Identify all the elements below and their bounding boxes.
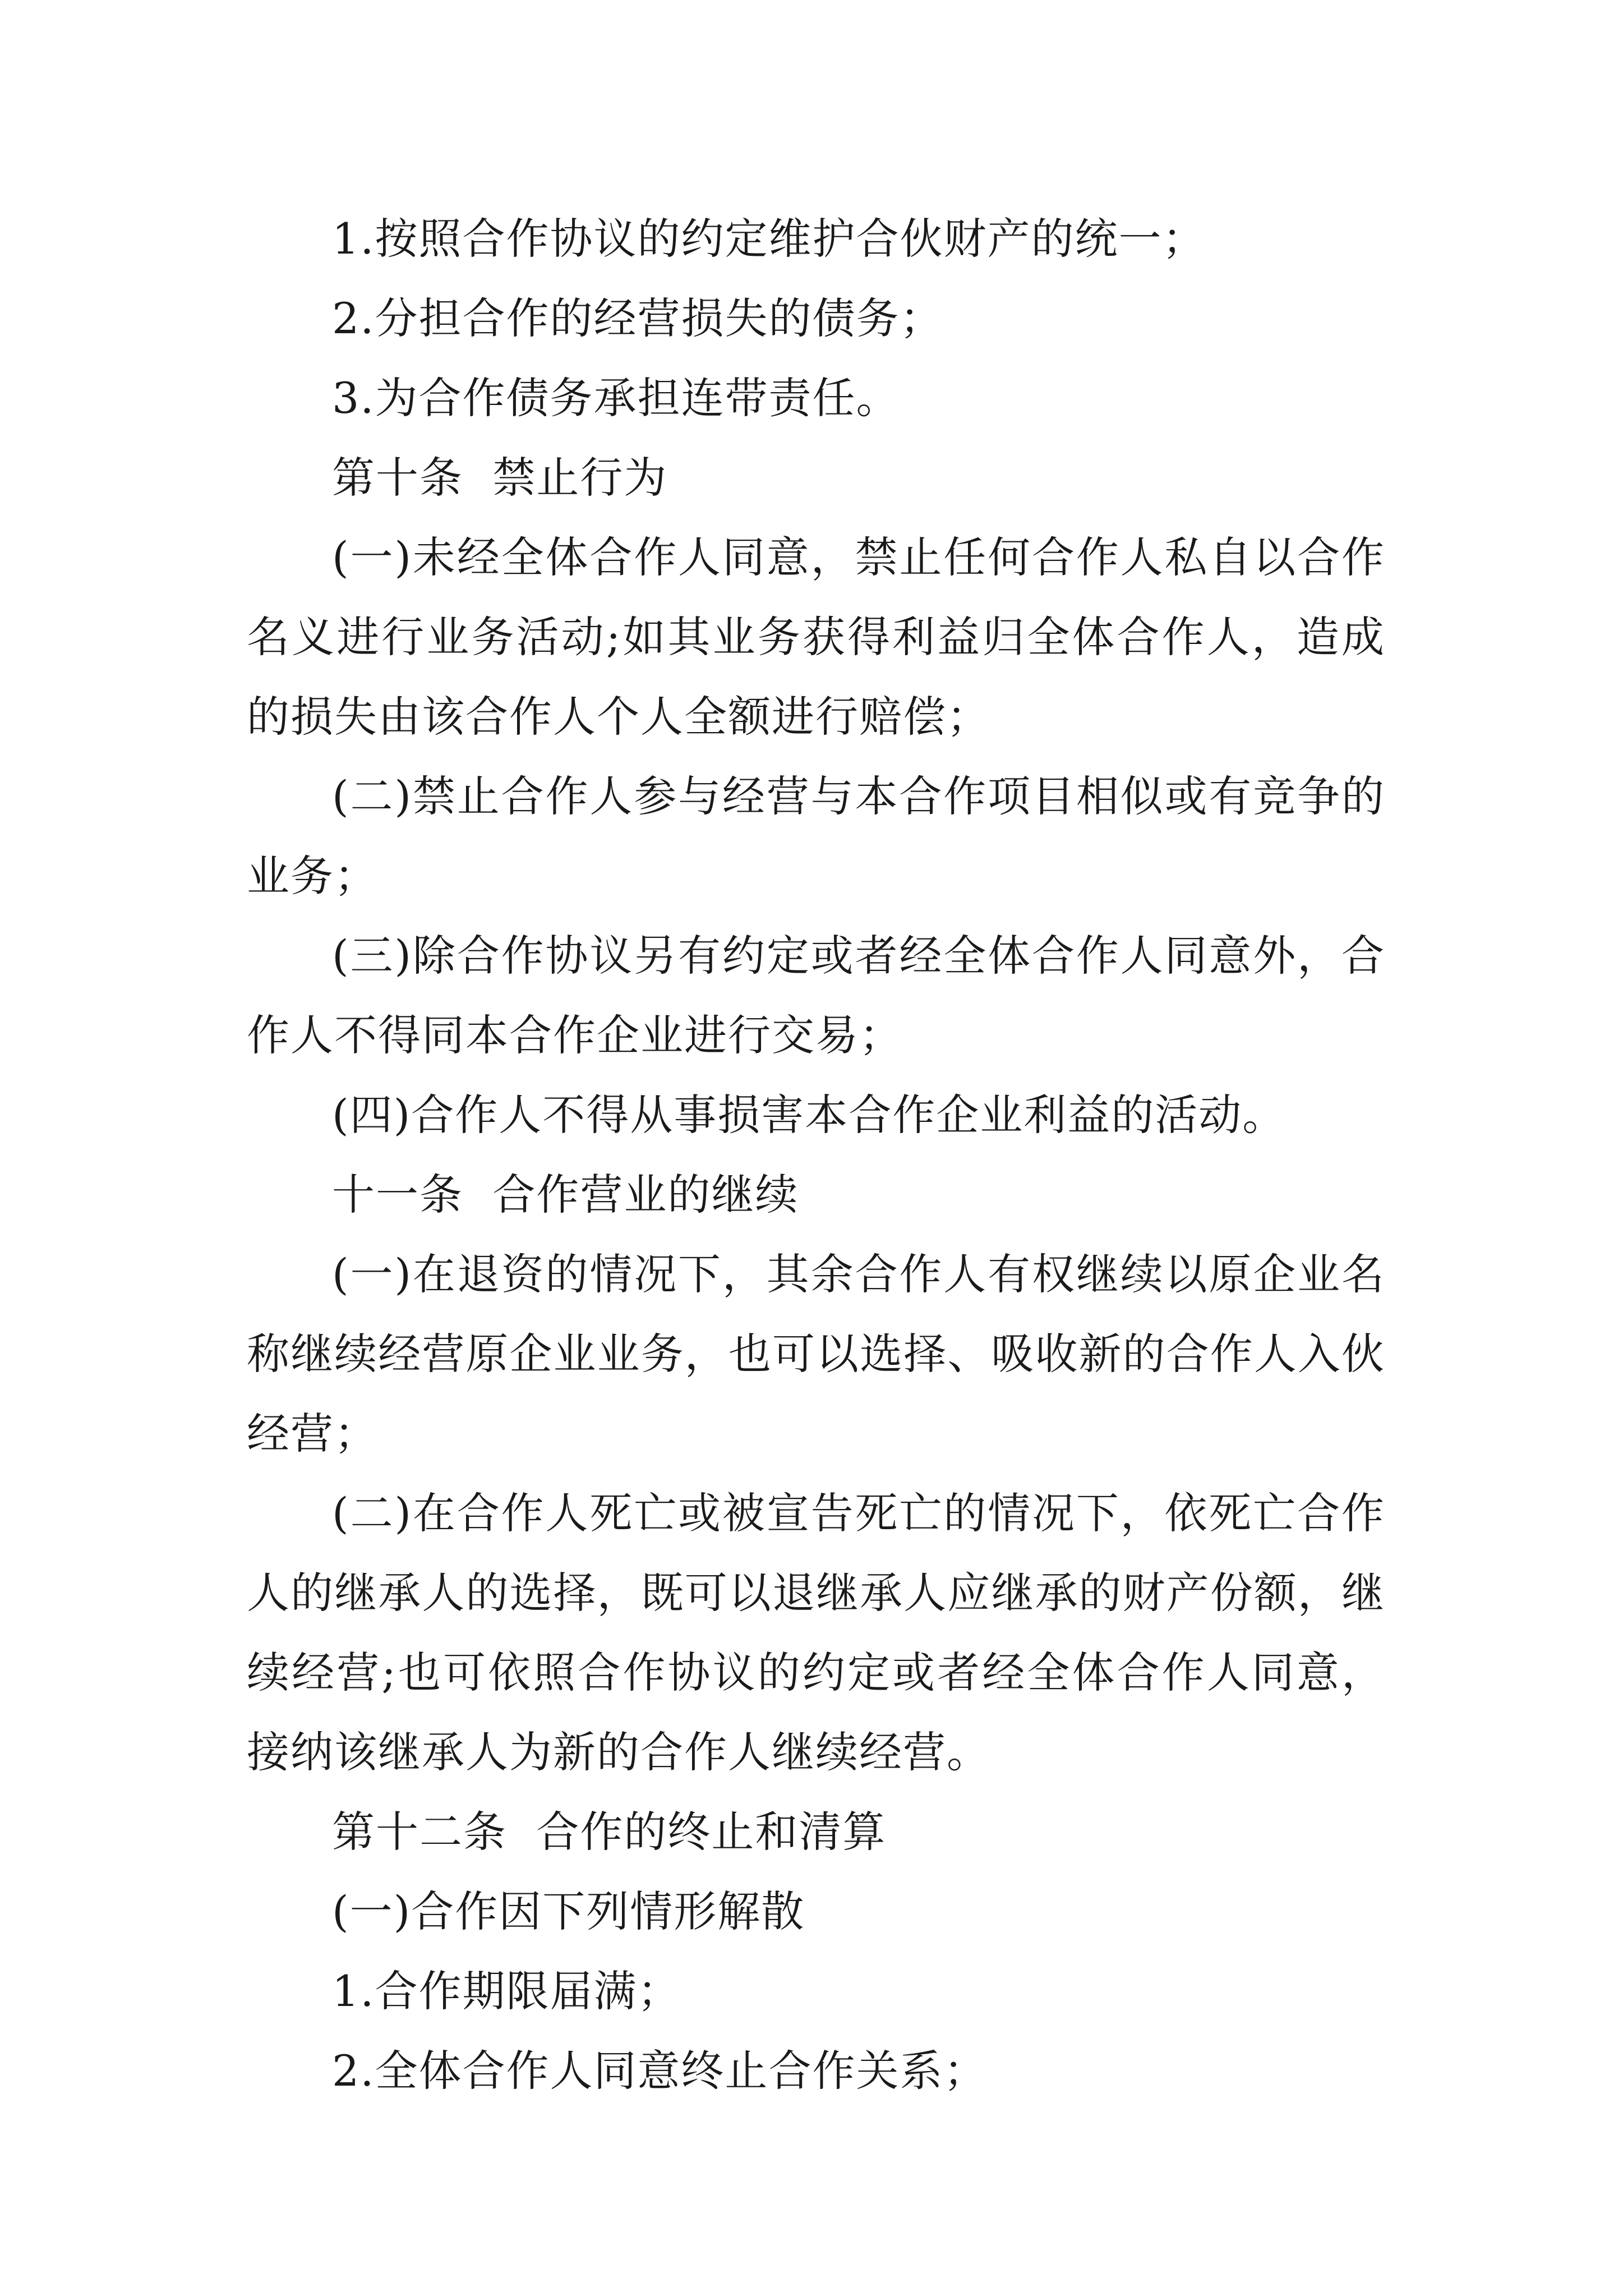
document-body <box>247 199 1385 2111</box>
article-11-heading: 十一条 合作营业的继续 <box>332 1170 799 1220</box>
list-item-all-agree-terminate: 2.全体合作人同意终止合作关系； <box>332 2046 988 2096</box>
list-item-maintain-property: 1.按照合作协议的约定维护合伙财产的统一； <box>332 214 1206 264</box>
article-12-clause-1: (一)合作因下列情形解散 <box>332 1887 805 1936</box>
article-11-clause-2: (二)在合作人死亡或被宣告死亡的情况下，依死亡合作人的继承人的选择，既可以退继承人应继承的财产份额，继续经营;也可依照合作协议的约定或者经全体合作人同意，接纳该继承人为新的合作人继续经营。 <box>247 1488 1385 1777</box>
list-item-joint-liability: 3.为合作债务承担连带责任。 <box>332 373 900 423</box>
article-10-clause-3: (三)除合作协议另有约定或者经全体合作人同意外，合作人不得同本合作企业进行交易； <box>247 931 1385 1060</box>
list-item-share-losses: 2.分担合作的经营损失的债务； <box>332 293 944 343</box>
article-10-clause-1: (一)未经全体合作人同意，禁止任何合作人私自以合作名义进行业务活动;如其业务获得利益归全体合作人，造成的损失由该合作人个人全额进行赔偿； <box>247 532 1385 742</box>
article-10-clause-4: (四)合作人不得从事损害本合作企业利益的活动。 <box>332 1090 1287 1140</box>
list-item-term-expired: 1.合作期限届满； <box>332 1966 681 2016</box>
article-10-clause-2: (二)禁止合作人参与经营与本合作项目相似或有竞争的业务； <box>247 771 1385 901</box>
article-11-clause-1: (一)在退资的情况下，其余合作人有权继续以原企业名称继续经营原企业业务，也可以选择、吸收新的合作人入伙经营； <box>247 1249 1385 1458</box>
article-12-heading: 第十二条 合作的终止和清算 <box>332 1807 887 1857</box>
article-10-heading: 第十条 禁止行为 <box>332 453 668 503</box>
